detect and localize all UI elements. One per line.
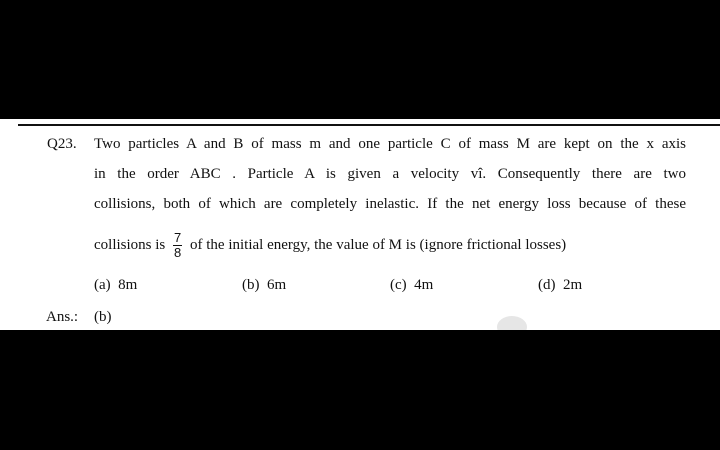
fraction-numerator: 7 xyxy=(174,230,182,245)
question-line-2: in the order ABC . Particle A is given a velocity vî. Consequently there are two xyxy=(94,166,686,182)
question-line-4 xyxy=(94,231,566,260)
option-c-label: (c) xyxy=(390,277,407,293)
question-line-3: collisions, both of which are completely inelastic. If the net energy loss because of these xyxy=(94,196,686,212)
fraction-denominator: 8 xyxy=(174,245,182,260)
option-b-label: (b) xyxy=(242,277,260,293)
question-number: Q23. xyxy=(47,136,77,152)
question-line-4-end: of the initial energy, the value of M is (ignore frictional losses) xyxy=(190,236,567,253)
option-b[interactable] xyxy=(242,277,286,294)
answer-label: Ans.: xyxy=(46,309,79,325)
top-rule xyxy=(18,124,720,126)
question-text xyxy=(94,129,686,219)
option-a[interactable] xyxy=(94,277,137,294)
energy-fraction xyxy=(173,231,182,260)
option-b-value: 6m xyxy=(267,277,287,293)
option-d-label: (d) xyxy=(538,277,556,293)
question-line-1: Two particles A and B of mass m and one particle C of mass M are kept on the x axis xyxy=(94,136,686,152)
smudge-mark xyxy=(497,316,527,330)
option-a-label: (a) xyxy=(94,277,111,293)
answer-value: (b) xyxy=(94,309,112,325)
option-d-value: 2m xyxy=(563,277,583,293)
question-line-4-start: collisions is xyxy=(94,236,166,253)
option-c-value: 4m xyxy=(414,277,434,293)
option-d[interactable] xyxy=(538,277,582,294)
option-a-value: 8m xyxy=(118,277,138,293)
question-sheet xyxy=(0,119,720,330)
option-c[interactable] xyxy=(390,277,433,294)
